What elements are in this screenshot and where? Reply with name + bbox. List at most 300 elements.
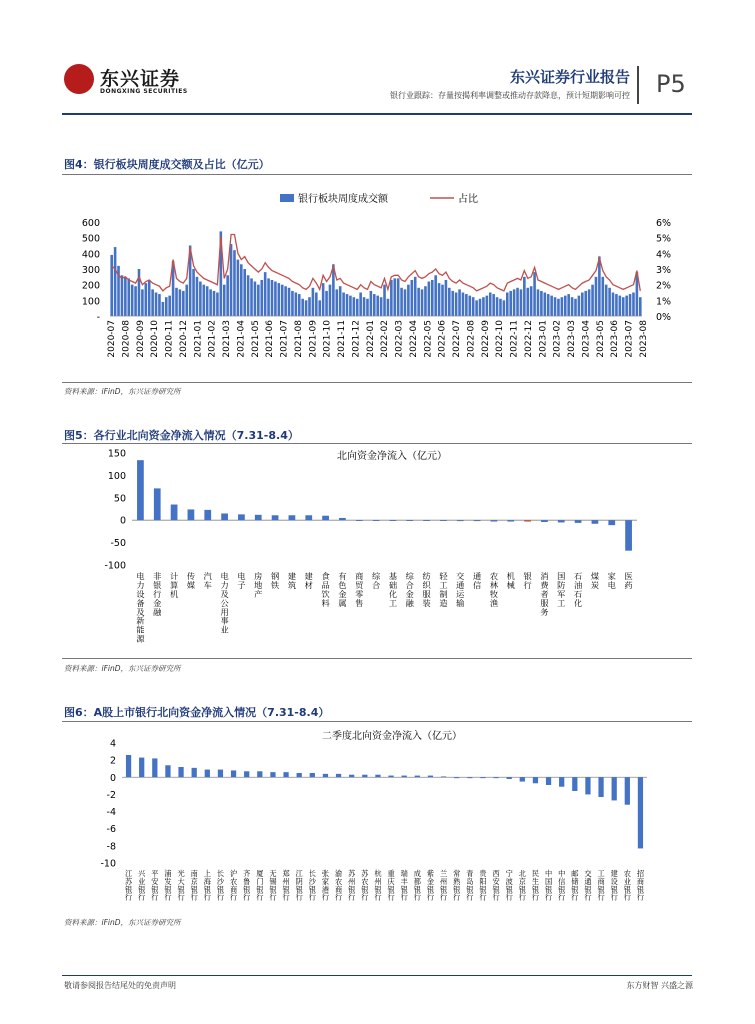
category-bar: [373, 520, 380, 521]
category-label: 长沙银行: [308, 869, 316, 902]
category-bar: [192, 768, 197, 777]
turnover-bar: [240, 264, 243, 316]
turnover-bar: [267, 278, 270, 316]
x-tick-label: 2021-02: [207, 320, 218, 358]
category-label: 南京银行: [190, 869, 198, 902]
turnover-bar: [141, 289, 144, 316]
category-label: 交通银行: [584, 869, 592, 902]
category-label: 长沙银行: [216, 869, 225, 902]
category-label: 贵阳银行: [479, 869, 487, 902]
category-bar: [283, 772, 288, 777]
turnover-bar: [598, 256, 601, 316]
category-bar: [402, 776, 407, 778]
turnover-bar: [407, 285, 410, 316]
turnover-bar: [397, 278, 400, 316]
category-bar: [428, 776, 433, 778]
y-tick-label: -50: [110, 538, 126, 550]
chart-bank-turnover: [62, 180, 694, 380]
turnover-bar: [619, 296, 622, 316]
category-bar: [541, 520, 548, 522]
category-bar: [255, 515, 262, 520]
figure-5-title: 图5：各行业北向资金净流入情况（7.31-8.4）: [64, 429, 299, 442]
y-tick-label: 0: [119, 515, 126, 527]
turnover-bar: [421, 289, 424, 316]
x-tick-label: 2023-08: [639, 320, 649, 358]
turnover-bar: [254, 282, 257, 316]
turnover-bar: [571, 297, 574, 316]
figure-5-bottom-rule: [62, 658, 692, 659]
turnover-bar: [131, 285, 134, 316]
turnover-bar: [329, 285, 332, 316]
turnover-bar: [346, 294, 349, 316]
category-label: 沪农商行: [229, 869, 238, 902]
turnover-bar: [359, 293, 362, 317]
category-bar: [474, 520, 481, 521]
figure-5-source: 资料来源：iFinD，东兴证券研究所: [64, 664, 181, 673]
turnover-bar: [451, 291, 454, 316]
category-bar: [204, 510, 211, 520]
category-label: 房地产: [254, 571, 263, 599]
y-tick-label: 300: [81, 265, 100, 276]
turnover-bar: [305, 300, 308, 316]
y-tick-label: 200: [81, 280, 100, 292]
turnover-bar: [591, 285, 594, 316]
category-bar: [305, 515, 312, 520]
turnover-bar: [274, 282, 277, 316]
category-label: 基础化工: [388, 571, 398, 608]
category-label: 渝农商行: [334, 869, 343, 902]
category-label: 瑞丰银行: [400, 869, 408, 902]
category-label: 钢铁: [270, 571, 280, 591]
turnover-bar: [213, 291, 216, 316]
turnover-bar: [298, 294, 301, 316]
category-label: 齐鲁银行: [243, 869, 251, 902]
category-label: 轻工制造: [439, 571, 448, 608]
figure-6-top-rule: [62, 721, 692, 722]
brand-logo-icon: [64, 64, 94, 94]
category-bar: [231, 770, 236, 777]
turnover-bar: [162, 302, 165, 316]
turnover-bar: [233, 250, 236, 316]
x-tick-label: 2022-03: [394, 320, 405, 358]
category-label: 建设银行: [610, 869, 618, 902]
figure-5-top-rule: [62, 443, 692, 444]
turnover-bar: [315, 293, 318, 317]
y2-tick-label: 1%: [656, 296, 672, 308]
chart-title: 北向资金净流入（亿元）: [337, 451, 447, 462]
turnover-bar: [110, 255, 113, 316]
turnover-bar: [417, 288, 420, 316]
turnover-bar: [445, 280, 448, 316]
y-tick-label: 0: [109, 772, 116, 784]
turnover-bar: [588, 289, 591, 316]
category-bar: [221, 513, 228, 520]
footer-rule: [62, 975, 692, 976]
category-label: 招商银行: [636, 869, 645, 902]
turnover-bar: [301, 299, 304, 316]
category-label: 中国银行: [544, 869, 553, 902]
x-tick-label: 2022-11: [509, 320, 520, 358]
turnover-bar: [455, 293, 458, 317]
y-tick-label: 600: [81, 218, 100, 229]
turnover-bar: [612, 293, 615, 317]
turnover-bar: [428, 282, 431, 316]
category-label: 非银行金融: [153, 571, 162, 617]
turnover-bar: [465, 294, 468, 316]
y2-tick-label: 2%: [656, 280, 672, 292]
category-label: 江苏银行: [124, 869, 133, 902]
turnover-bar: [550, 296, 553, 316]
figure-4-bottom-rule: [62, 382, 692, 383]
category-label: 建筑: [287, 571, 297, 591]
category-bar: [336, 774, 341, 777]
y-tick-label: -4: [106, 807, 116, 819]
turnover-bar: [291, 291, 294, 316]
category-label: 江阴银行: [295, 869, 303, 902]
category-bar: [457, 520, 464, 521]
category-bar: [126, 755, 131, 777]
x-tick-label: 2022-02: [380, 320, 391, 358]
turnover-bar: [414, 277, 417, 316]
category-label: 消费者服务: [540, 571, 549, 617]
turnover-bar: [387, 299, 390, 316]
report-title: 东兴证券行业报告: [509, 68, 630, 86]
turnover-bar: [622, 297, 625, 316]
brand-name: 东兴证券: [100, 68, 181, 90]
category-label: 综合金融: [405, 571, 414, 608]
y-tick-label: 50: [113, 493, 126, 505]
turnover-bar: [468, 296, 471, 316]
turnover-bar: [492, 294, 495, 316]
category-label: 食品饮料: [321, 571, 330, 608]
category-bar: [188, 509, 195, 520]
category-label: 农业银行: [623, 869, 631, 902]
x-tick-label: 2022-06: [437, 320, 448, 358]
x-tick-label: 2020-12: [178, 320, 189, 358]
category-label: 电力及公用事业: [220, 571, 229, 635]
footer-slogan: 东方财智 兴盛之源: [626, 981, 693, 990]
category-label: 机械: [506, 571, 515, 591]
category-bar: [238, 514, 245, 520]
category-bar: [558, 520, 565, 522]
y-tick-label: -100: [104, 560, 126, 572]
turnover-bar: [547, 294, 550, 316]
category-label: 宁波银行: [505, 869, 513, 902]
y2-tick-label: 6%: [656, 218, 672, 229]
turnover-bar: [431, 280, 434, 316]
category-bar: [524, 520, 531, 521]
turnover-bar: [339, 286, 342, 316]
turnover-bar: [581, 293, 584, 317]
turnover-bar: [554, 297, 557, 316]
x-tick-label: 2020-09: [135, 320, 146, 358]
category-bar: [454, 777, 459, 778]
category-label: 无锡银行: [269, 869, 277, 902]
category-label: 民生银行: [531, 869, 540, 902]
x-tick-label: 2020-08: [121, 320, 132, 358]
turnover-bar: [206, 286, 209, 316]
x-tick-label: 2021-07: [279, 320, 290, 358]
category-label: 通信: [472, 571, 482, 591]
x-tick-label: 2021-03: [222, 320, 233, 358]
turnover-bar: [475, 300, 478, 316]
turnover-bar: [363, 297, 366, 316]
y2-tick-label: 0%: [656, 312, 672, 323]
x-tick-label: 2022-10: [495, 320, 506, 358]
figure-6-title: 图6：A股上市银行北向资金净流入情况（7.31-8.4）: [64, 706, 330, 719]
turnover-bar: [257, 285, 260, 316]
turnover-bar: [145, 283, 148, 316]
category-label: 计算机: [169, 571, 179, 599]
chart-industry-northbound: [62, 445, 694, 655]
x-tick-label: 2022-12: [523, 320, 534, 358]
category-bar: [467, 777, 472, 778]
category-bar: [423, 520, 430, 521]
x-tick-label: 2022-07: [452, 320, 463, 358]
figure-4-title: 图4：银行板块周度成交额及占比（亿元）: [64, 158, 270, 171]
category-bar: [572, 777, 577, 791]
y-tick-label: -10: [100, 858, 116, 870]
turnover-bar: [578, 296, 581, 316]
category-label: 综合: [371, 571, 381, 591]
category-label: 交通运输: [456, 571, 465, 608]
category-bar: [272, 515, 279, 520]
category-bar: [322, 516, 329, 520]
category-label: 苏州银行: [348, 869, 356, 902]
turnover-bar: [632, 293, 635, 317]
y-tick-label: -: [96, 312, 100, 323]
category-label: 青岛银行: [466, 869, 474, 902]
turnover-bar: [335, 289, 338, 316]
y2-tick-label: 3%: [656, 265, 672, 276]
category-bar: [390, 520, 397, 521]
category-label: 家电: [607, 571, 616, 591]
category-bar: [356, 520, 363, 521]
turnover-bar: [458, 289, 461, 316]
report-subtitle: 银行业跟踪：存量按揭利率调整或推动存款降息，预计短期影响可控: [390, 91, 630, 100]
turnover-bar: [192, 269, 195, 316]
category-label: 有色金属: [338, 571, 347, 608]
category-bar: [507, 777, 512, 779]
turnover-bar: [318, 300, 321, 316]
category-label: 苏农银行: [361, 869, 369, 902]
turnover-bar: [503, 300, 506, 316]
x-tick-label: 2021-04: [236, 320, 247, 358]
turnover-bar: [390, 280, 393, 316]
turnover-bar: [530, 286, 533, 316]
x-tick-label: 2023-03: [567, 320, 578, 358]
category-label: 工商银行: [597, 869, 605, 902]
turnover-bar: [325, 291, 328, 316]
turnover-bar: [393, 278, 396, 316]
x-tick-label: 2021-01: [193, 320, 204, 358]
turnover-bar: [165, 297, 168, 316]
turnover-bar: [243, 269, 246, 316]
y-tick-label: 150: [107, 448, 126, 460]
turnover-bar: [260, 280, 263, 316]
x-tick-label: 2023-05: [595, 320, 606, 358]
turnover-bar: [629, 294, 632, 316]
turnover-bar: [284, 286, 287, 316]
category-label: 汽车: [203, 571, 212, 591]
y-tick-label: -6: [106, 824, 116, 836]
figure-4-top-rule: [62, 174, 692, 175]
turnover-bar: [561, 297, 564, 316]
x-tick-label: 2023-07: [624, 320, 635, 358]
turnover-bar: [506, 293, 509, 317]
y-tick-label: 100: [81, 296, 100, 308]
category-label: 煤炭: [590, 571, 600, 591]
category-bar: [491, 520, 498, 521]
turnover-bar: [479, 299, 482, 316]
category-bar: [218, 770, 223, 778]
turnover-bar: [223, 285, 226, 316]
category-bar: [205, 770, 210, 778]
turnover-bar: [533, 272, 536, 316]
category-bar: [575, 520, 582, 523]
turnover-bar: [148, 280, 151, 316]
turnover-bar: [584, 291, 587, 316]
turnover-bar: [250, 278, 253, 316]
category-bar: [375, 775, 380, 778]
category-label: 平安银行: [151, 869, 159, 902]
category-bar: [493, 777, 498, 778]
category-label: 银行: [523, 571, 532, 591]
turnover-bar: [179, 289, 182, 316]
turnover-bar: [209, 289, 212, 316]
y-tick-label: 4: [109, 738, 116, 750]
turnover-bar: [175, 288, 178, 316]
turnover-bar: [608, 288, 611, 316]
category-bar: [533, 777, 538, 783]
brand-name-en: DONGXING SECURITIES: [100, 88, 188, 95]
turnover-bar: [472, 297, 475, 316]
category-label: 邮储银行: [571, 869, 579, 902]
x-tick-label: 2022-04: [408, 320, 419, 358]
category-bar: [152, 758, 157, 777]
category-bar: [507, 520, 514, 521]
turnover-bar: [151, 289, 154, 316]
turnover-bar: [380, 297, 383, 316]
category-bar: [297, 773, 302, 777]
category-label: 电子: [237, 571, 246, 591]
turnover-bar: [523, 277, 526, 316]
category-label: 石油石化: [573, 571, 583, 608]
category-label: 张家港行: [321, 869, 330, 902]
x-tick-label: 2020-10: [150, 320, 161, 358]
y-tick-label: 400: [81, 249, 100, 261]
category-bar: [171, 505, 178, 521]
figure-4-source: 资料来源：iFinD，东兴证券研究所: [64, 387, 181, 396]
category-bar: [310, 773, 315, 777]
category-bar: [598, 777, 603, 797]
category-bar: [244, 771, 249, 777]
category-bar: [592, 520, 599, 524]
turnover-bar: [434, 275, 437, 316]
turnover-bar: [513, 289, 516, 316]
turnover-bar: [482, 297, 485, 316]
turnover-bar: [595, 277, 598, 316]
turnover-bar: [288, 288, 291, 316]
category-label: 商贸零售: [355, 571, 364, 608]
category-label: 西安银行: [492, 869, 500, 902]
turnover-bar: [127, 278, 130, 316]
turnover-bar: [404, 289, 407, 316]
x-tick-label: 2021-11: [337, 320, 348, 358]
turnover-bar: [121, 275, 124, 316]
x-tick-label: 2021-08: [293, 320, 304, 358]
category-label: 传媒: [186, 571, 196, 591]
x-tick-label: 2022-05: [423, 320, 434, 358]
x-tick-label: 2020-11: [164, 320, 175, 358]
x-tick-label: 2022-09: [480, 320, 491, 358]
legend-bar-swatch: [280, 194, 294, 202]
category-bar: [257, 771, 262, 777]
y-tick-label: 100: [107, 470, 126, 482]
category-bar: [608, 520, 615, 525]
turnover-bar: [308, 297, 311, 316]
turnover-bar: [247, 275, 250, 316]
category-label: 兴业银行: [138, 869, 146, 902]
category-label: 杭州银行: [374, 869, 382, 902]
x-tick-label: 2022-08: [466, 320, 477, 358]
turnover-bar: [202, 285, 205, 316]
category-label: 常熟银行: [453, 869, 461, 902]
footer-disclaimer: 敬请参阅报告结尾处的免责声明: [64, 981, 176, 990]
turnover-bar: [182, 291, 185, 316]
turnover-bar: [615, 294, 618, 316]
category-label: 成都银行: [413, 869, 421, 902]
turnover-bar: [278, 283, 281, 316]
turnover-bar: [322, 283, 325, 316]
turnover-bar: [601, 277, 604, 316]
turnover-bar: [496, 297, 499, 316]
turnover-bar: [185, 285, 188, 316]
category-label: 建材: [304, 571, 313, 591]
turnover-bar: [499, 299, 502, 316]
chart-bank-northbound: [62, 725, 694, 915]
category-bar: [388, 776, 393, 778]
category-bar: [520, 777, 525, 781]
category-label: 纺织服装: [422, 571, 431, 608]
turnover-bar: [639, 297, 642, 316]
turnover-bar: [520, 289, 523, 316]
turnover-bar: [353, 297, 356, 316]
turnover-bar: [574, 299, 577, 316]
category-bar: [559, 777, 564, 786]
category-label: 医药: [624, 571, 633, 591]
category-label: 农林牧渔: [489, 571, 499, 608]
category-bar: [323, 774, 328, 777]
header-rule: [62, 113, 692, 115]
turnover-bar: [516, 288, 519, 316]
category-label: 重庆银行: [387, 869, 395, 902]
turnover-bar: [356, 299, 359, 316]
header-divider: [637, 66, 639, 104]
turnover-bar: [448, 288, 451, 316]
turnover-bar: [216, 293, 219, 317]
x-tick-label: 2021-06: [265, 320, 276, 358]
category-label: 上海银行: [203, 869, 211, 902]
turnover-bar: [237, 260, 240, 316]
turnover-bar: [441, 285, 444, 316]
category-bar: [612, 777, 617, 800]
turnover-bar: [400, 288, 403, 316]
turnover-bar: [264, 272, 267, 316]
turnover-bar: [544, 293, 547, 317]
turnover-bar: [230, 244, 233, 316]
y-tick-label: 500: [81, 233, 100, 245]
